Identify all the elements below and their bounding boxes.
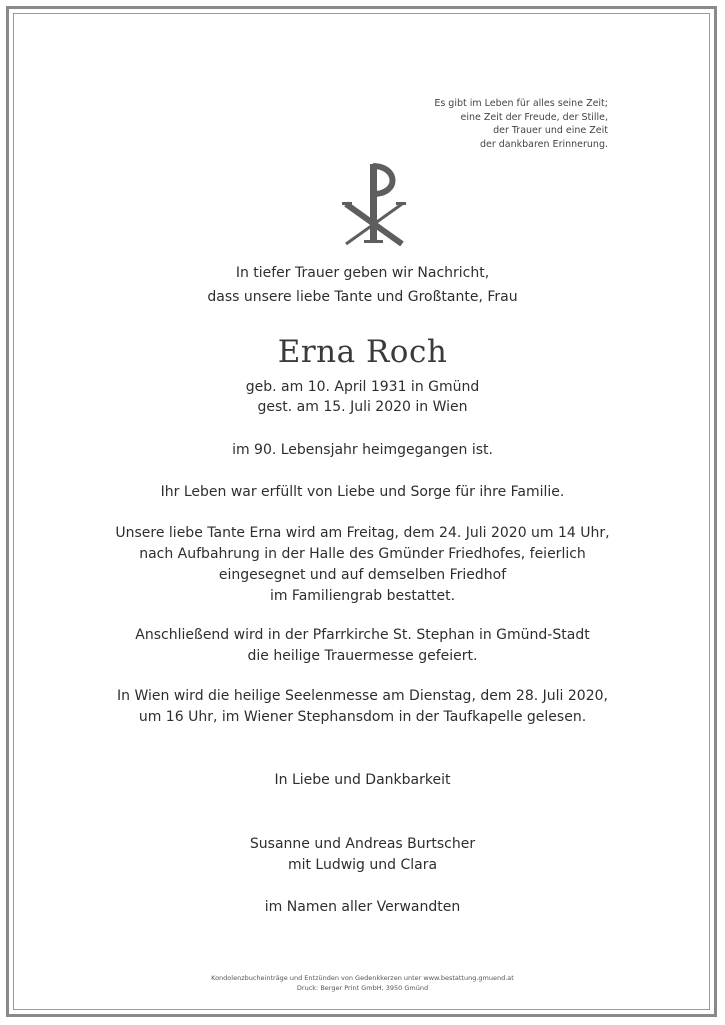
intro — [0, 261, 725, 309]
footer-line: Druck: Berger Print GmbH, 3950 Gmünd — [296, 984, 429, 992]
birth-date: geb. am 10. April 1931 in Gmünd — [245, 379, 480, 395]
death-date: gest. am 15. Juli 2020 in Wien — [257, 399, 468, 415]
relatives-text: im Namen aller Verwandten — [264, 899, 461, 915]
quote-line: der Trauer und eine Zeit — [493, 125, 608, 136]
quote-line: Es gibt im Leben für alles seine Zeit; — [434, 98, 608, 109]
funeral-line: im Familiengrab bestattet. — [269, 588, 456, 604]
mourners — [0, 834, 725, 876]
quote — [348, 97, 608, 151]
life-text: Ihr Leben war erfüllt von Liebe und Sorge für ihre Familie. — [160, 484, 565, 500]
quote-line: eine Zeit der Freude, der Stille, — [460, 111, 608, 123]
funeral-line: eingesegnet und auf demselben Friedhof — [218, 567, 507, 583]
mourner-line: mit Ludwig und Clara — [287, 857, 438, 873]
mass-line: die heilige Trauermesse gefeiert. — [247, 648, 478, 664]
life-dates — [0, 377, 725, 417]
intro-line: In tiefer Trauer geben wir Nachricht, — [235, 265, 490, 281]
mourner-line: Susanne und Andreas Burtscher — [249, 836, 476, 852]
vienna-text — [0, 686, 725, 728]
intro-line: dass unsere liebe Tante und Großtante, Frau — [207, 289, 518, 305]
vienna-line: In Wien wird die heilige Seelenmesse am Dienstag, dem 28. Juli 2020, — [117, 688, 608, 704]
mass-text — [0, 625, 725, 667]
quote-line: der dankbaren Erinnerung. — [479, 138, 608, 150]
footer-line: Kondolenzbucheinträge und Entzünden von Gedenkkerzen unter www.bestattung.gmuend.at — [211, 974, 514, 982]
funeral-line: nach Aufbahrung in der Halle des Gmünder Friedhofes, feierlich — [139, 546, 586, 562]
closing-text: In Liebe und Dankbarkeit — [274, 772, 451, 788]
vienna-line: um 16 Uhr, im Wiener Stephansdom in der Taufkapelle gelesen. — [138, 709, 587, 725]
passed-text: im 90. Lebensjahr heimgegangen ist. — [232, 442, 493, 458]
mass-line: Anschließend wird in der Pfarrkirche St. Stephan in Gmünd-Stadt — [135, 627, 590, 643]
footer — [0, 973, 725, 993]
deceased-name: Erna Roch — [277, 334, 448, 370]
chi-rho-icon — [338, 160, 410, 246]
funeral-line: Unsere liebe Tante Erna wird am Freitag, dem 24. Juli 2020 um 14 Uhr, — [115, 525, 610, 541]
funeral-text — [0, 523, 725, 607]
